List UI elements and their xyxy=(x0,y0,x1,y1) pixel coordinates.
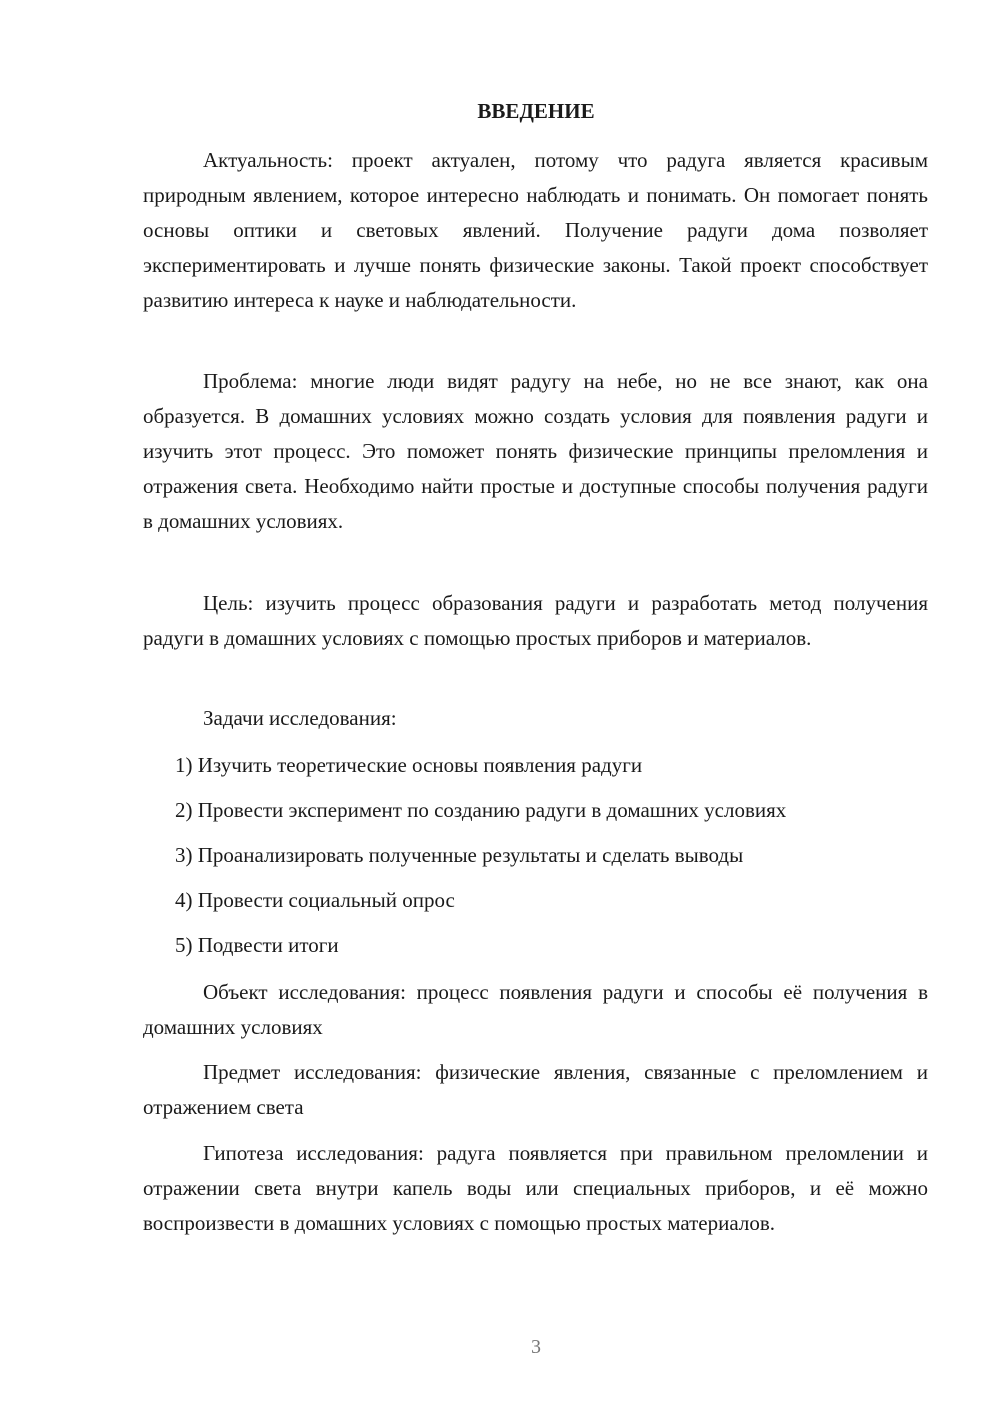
object-paragraph: Объект исследования: процесс появления радуги и способы её получения в домашних условиях xyxy=(143,980,928,1039)
tasks-heading: Задачи исследования: xyxy=(203,706,397,730)
relevance-paragraph: Актуальность: проект актуален, потому что радуга является красивым природным явлением, которое интересно наблюдать и понимать. Он помогает понять основы оптики и световых явлений. Получение радуги дома позволяет экспериментировать и лучше понять физические законы. Такой проект способствует развитию интереса к науке и наблюдательности. xyxy=(143,148,928,312)
hypothesis-paragraph: Гипотеза исследования: радуга появляется при правильном преломлении и отражении света внутри капель воды или специальных приборов, и её можно воспроизвести в домашних условиях с помощью простых материалов. xyxy=(143,1141,928,1235)
task-item: 3) Проанализировать полученные результаты и сделать выводы xyxy=(175,843,744,867)
page-title: ВВЕДЕНИЕ xyxy=(477,99,595,123)
subject-paragraph: Предмет исследования: физические явления, связанные с преломлением и отражением света xyxy=(143,1060,928,1119)
task-item: 4) Провести социальный опрос xyxy=(175,888,455,912)
task-item: 5) Подвести итоги xyxy=(175,933,339,957)
goal-paragraph: Цель: изучить процесс образования радуги и разработать метод получения радуги в домашних условиях с помощью простых приборов и материалов. xyxy=(143,591,928,650)
problem-paragraph: Проблема: многие люди видят радугу на небе, но не все знают, как она образуется. В домашних условиях можно создать условия для появления радуги и изучить этот процесс. Это поможет понять физические принципы преломления и отражения света. Необходимо найти простые и доступные способы получения радуги в домашних условиях. xyxy=(143,369,928,533)
task-item: 1) Изучить теоретические основы появления радуги xyxy=(175,753,643,777)
page-number: 3 xyxy=(531,1336,541,1358)
task-item: 2) Провести эксперимент по созданию радуги в домашних условиях xyxy=(175,798,787,822)
